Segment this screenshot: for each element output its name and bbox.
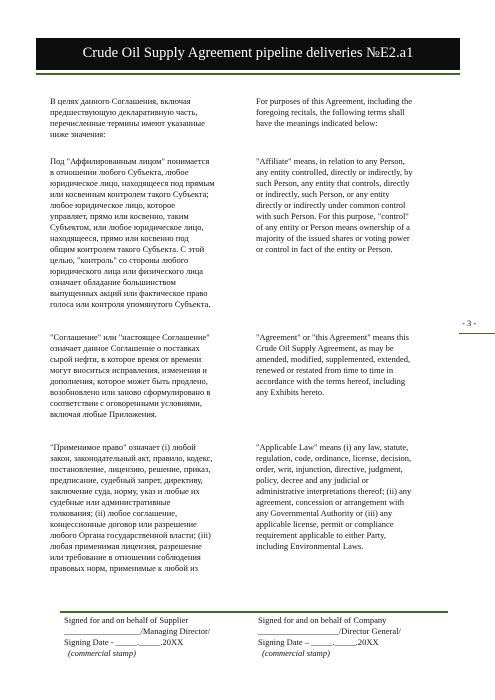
- text-line: выпущенных акций или фактическое право: [50, 288, 208, 298]
- footer-rule: [60, 611, 448, 613]
- text-line: возобновлено или заново сформулировано в: [50, 387, 211, 397]
- text-line: renewed or restated from time to time in: [256, 365, 394, 375]
- text-line: включая любые Приложения.: [50, 409, 157, 419]
- text-line: могут вноситься исправления, изменения и: [50, 365, 207, 375]
- text-line: концессионные договор или разрешение: [50, 519, 197, 529]
- text-line: "Соглашение" или "настоящее Соглашение": [50, 332, 210, 342]
- section-ru: [50, 332, 250, 420]
- text-line: "Applicable Law" means (i) any law, statute,: [256, 442, 409, 452]
- section-ru: [50, 156, 250, 310]
- text-line: судебные или административные: [50, 497, 171, 507]
- commercial-stamp-label: (commercial stamp): [262, 648, 330, 658]
- company-signature-block: [258, 615, 401, 659]
- text-line: policy, decree and any judicial or: [256, 475, 369, 485]
- text-line: закон, законодательный акт, правило, кодекс,: [50, 453, 213, 463]
- text-line: directly or indirectly under common control: [256, 200, 406, 210]
- text-line: юридическое лицо, находящееся под прямым: [50, 178, 215, 188]
- text-line: сырой нефти, в которое время от времени: [50, 354, 202, 364]
- text-line: any entity controlled, directly or indirectly, by: [256, 167, 413, 177]
- text-line: голоса или контроля упомянутого Субъекта.: [50, 299, 211, 309]
- text-line: предписание, судебный запрет, директиву,: [50, 475, 203, 485]
- text-line: постановление, лицензию, решение, приказ,: [50, 464, 211, 474]
- text-line: находящееся, прямо или косвенно под: [50, 233, 189, 243]
- text-line: with such Person. For this purpose, "control": [256, 211, 409, 221]
- text-line: толкования; (ii) любое соглашение,: [50, 508, 178, 518]
- text-line: правовых норм, применимые к любой из: [50, 563, 199, 573]
- text-line: any Exhibits hereto.: [256, 387, 325, 397]
- text-line: любая применимая лицензия, разрешение: [50, 541, 202, 551]
- text-line: agreement, concession or arrangement with: [256, 497, 404, 507]
- text-line: управляет, прямо или косвенно, таким: [50, 211, 189, 221]
- page-number-rule: [459, 333, 495, 334]
- text-line: amended, modified, supplemented, extended,: [256, 354, 411, 364]
- section-en: [256, 442, 456, 552]
- text-line: "Agreement" or "this Agreement" means this: [256, 332, 409, 342]
- text-line: any Governmental Authority or (iii) any: [256, 508, 393, 518]
- text-line: such Person, any entity that controls, directly: [256, 178, 410, 188]
- signing-date: Signing Date – _____._____.20XX: [258, 637, 379, 647]
- text-line: соответствии с оговоренными условиями,: [50, 398, 202, 408]
- text-line: означает обладание большинством: [50, 277, 176, 287]
- text-line: administrative interpretations thereof; (ii) any: [256, 486, 412, 496]
- signing-date: Signing Date - _____._____.20XX: [64, 637, 184, 647]
- text-line: or control in fact of the entity or Person.: [256, 244, 393, 254]
- signature-heading: Signed for and on behalf of Company: [258, 615, 387, 625]
- header-rule: [36, 73, 460, 75]
- text-line: юридического лица или физического лица: [50, 266, 204, 276]
- text-line: For purposes of this Agreement, including the: [256, 96, 413, 106]
- section-en: [256, 332, 456, 398]
- text-line: перечисленные термины имеют указанные: [50, 118, 205, 128]
- text-line: заключение суда, норму, указ и любые их: [50, 486, 200, 496]
- text-line: предшествующую декларативную часть,: [50, 107, 198, 117]
- text-line: дополнения, которое может быть продлено,: [50, 376, 208, 386]
- section-en: [256, 156, 456, 255]
- section-ru: [50, 442, 250, 574]
- supplier-signature-block: [64, 615, 210, 659]
- text-line: любого Органа государственной власти; (iii): [50, 530, 211, 540]
- signature-line: __________________/Managing Director/: [64, 626, 211, 636]
- text-line: including Environmental Laws.: [256, 541, 364, 551]
- text-line: В целях данного Соглашения, включая: [50, 96, 191, 106]
- text-line: accordance with the terms hereof, including: [256, 376, 406, 386]
- text-line: requirement applicable to either Party,: [256, 530, 386, 540]
- header-bar: [36, 38, 460, 70]
- section-ru: [50, 96, 250, 140]
- text-line: order, writ, injunction, directive, judgment,: [256, 464, 403, 474]
- text-line: в отношении любого Субъекта, любое: [50, 167, 189, 177]
- text-line: majority of the issued shares or voting power: [256, 233, 410, 243]
- text-line: Crude Oil Supply Agreement, as may be: [256, 343, 394, 353]
- text-line: Под "Аффилированным лицом" понимается: [50, 156, 210, 166]
- text-line: regulation, code, ordinance, license, decision,: [256, 453, 412, 463]
- text-line: означает данное Соглашение о поставках: [50, 343, 200, 353]
- text-line: of any entity or Person means ownership of a: [256, 222, 410, 232]
- text-line: или косвенным контролем такого Субъекта;: [50, 189, 209, 199]
- commercial-stamp-label: (commercial stamp): [68, 648, 136, 658]
- text-line: foregoing recitals, the following terms shall: [256, 107, 405, 117]
- document-title: Crude Oil Supply Agreement pipeline deliveries №E2.a1: [82, 45, 414, 61]
- signature-heading: Signed for and on behalf of Supplier: [64, 615, 189, 625]
- text-line: Субъектом, или любое юридическое лицо,: [50, 222, 204, 232]
- text-line: общим контролем такого Субъекта. С этой: [50, 244, 205, 254]
- text-line: "Применимое право" означает (i) любой: [50, 442, 196, 452]
- text-line: or indirectly, such Person, or any entity: [256, 189, 390, 199]
- text-line: любое юридическое лицо, которое: [50, 200, 176, 210]
- page-number: - 3 -: [462, 318, 477, 328]
- section-en: [256, 96, 456, 129]
- text-line: или требование в отношении соблюдения: [50, 552, 201, 562]
- text-line: ниже значения:: [50, 129, 106, 139]
- signature-line: ___________________/Director General/: [258, 626, 401, 636]
- text-line: "Affiliate" means, in relation to any Person,: [256, 156, 405, 166]
- text-line: applicable license, permit or compliance: [256, 519, 394, 529]
- text-line: have the meanings indicated below:: [256, 118, 378, 128]
- text-line: целью, "контроль" со стороны любого: [50, 255, 189, 265]
